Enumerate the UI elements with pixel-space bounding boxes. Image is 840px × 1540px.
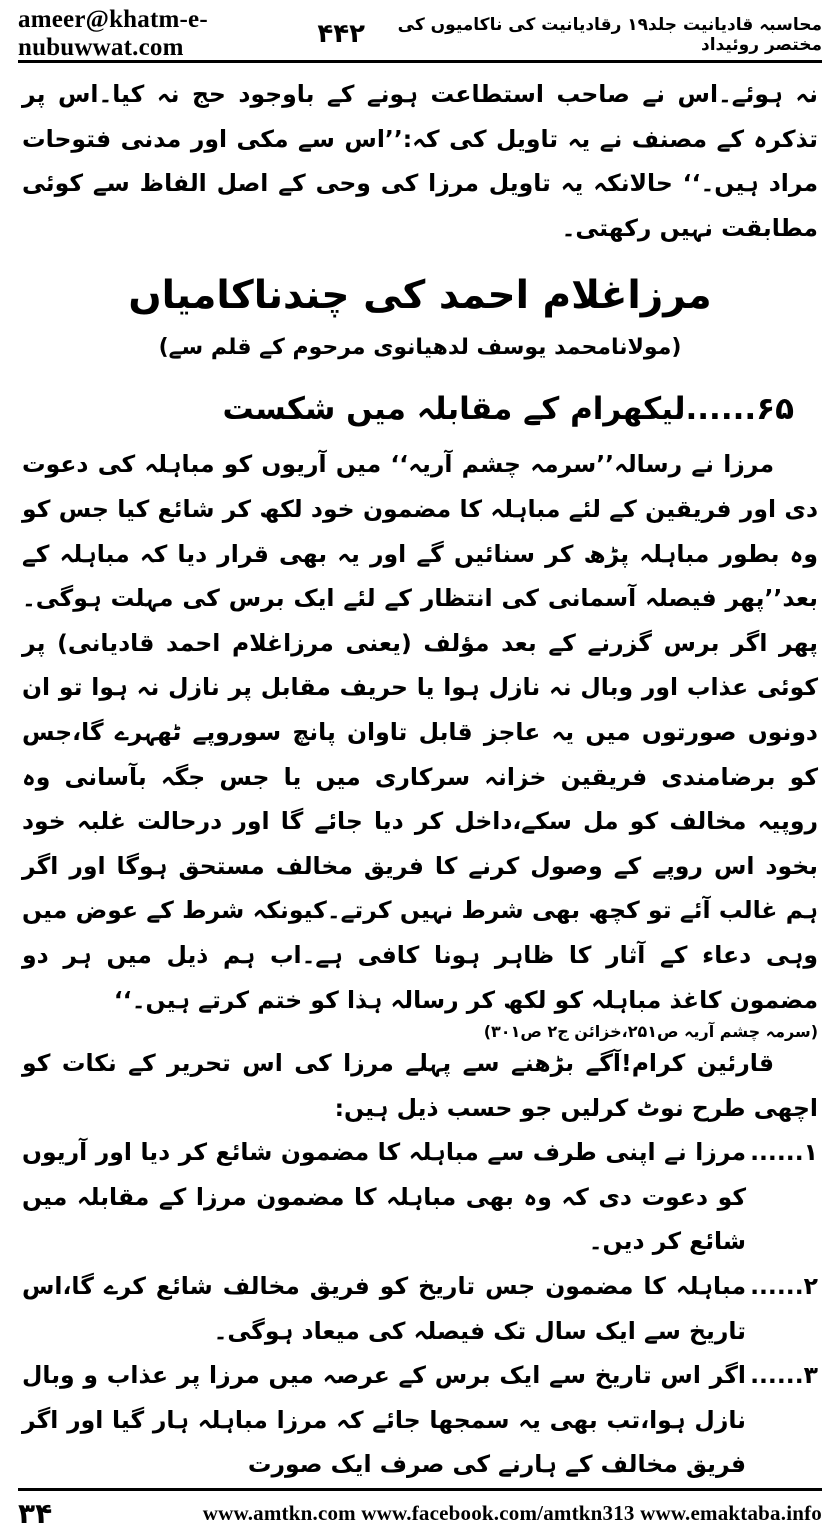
footer-page-number: ۳۴: [18, 1496, 53, 1530]
reference-citation: (سرمہ چشم آریہ ص۲۵۱،خزائن ج۲ ص۳۰۱): [483, 1022, 818, 1042]
list-item-number: ۱......: [750, 1138, 818, 1167]
list-item-text: مرزا نے اپنی طرف سے مباہلہ کا مضمون شائع کر دیا اور آریوں کو دعوت دی کہ وہ بھی مباہلہ کا مضمون مرزا کے مقابلہ میں شائع کر دیں۔: [22, 1138, 746, 1256]
header-right: [311, 14, 822, 55]
chapter-subtitle: (مولانامحمد یوسف لدھیانوی مرحوم کے قلم سے): [158, 335, 682, 361]
list-item-number: ۲......: [750, 1272, 818, 1301]
reference-row: [22, 1022, 818, 1041]
page-content: [22, 72, 818, 1487]
body-paragraph: مرزا نے رسالہ’’سرمہ چشم آریہ‘‘ میں آریوں کو مباہلہ کی دعوت دی اور فریقین کے لئے مباہلہ کا مضمون خود لکھ کر شائع کیا جس کو وہ بطور مباہلہ پڑھ کر سنائیں گے اور یہ بھی قرار دیا کہ مباہلہ کے بعد’’پھر فیصلہ آسمانی کی انتظار کے لئے ایک برس کی مہلت ہوگی۔پھر اگر برس گزرنے کے بعد مؤلف (یعنی مرزاغلام احمد قادیانی) پر کوئی عذاب اور وبال نہ نازل ہوا یا حریف مقابل پر نازل نہ ہوا تو ان دونوں صورتوں میں یہ عاجز قابل تاوان پانچ سوروپے ٹھہرے گا،جس کو برضامندی فریقین خزانہ سرکاری میں یا جس جگہ بآسانی وہ روپیہ مخالف کو مل سکے،داخل کر دیا جائے گا اور درحالت غلبہ خود بخود اس روپے کے وصول کرنے کا فریق مخالف مستحق ہوگا اور اگر ہم غالب آئے تو کچھ بھی شرط نہیں کرتے۔کیونکہ شرط کے عوض میں وہی دعاء کے آثار کا ظاہر ہونا کافی ہے۔اب ہم ذیل میں ہر دو مضمون کاغذ مباہلہ کو لکھ کر رسالہ ہذا کو ختم کرتے ہیں۔‘‘: [22, 450, 818, 1014]
page-number: ۴۴۲: [317, 19, 365, 49]
list-item-number: ۳......: [750, 1361, 818, 1390]
page-footer: [18, 1494, 822, 1532]
body-paragraph-2: قارئین کرام!آگے بڑھنے سے پہلے مرزا کی اس تحریر کے نکات کو اچھی طرح نوٹ کرلیں جو حسب ذیل ہیں:: [22, 1049, 818, 1122]
list-item-text: اگر اس تاریخ سے ایک برس کے عرصہ میں مرزا پر عذاب و وبال نازل ہوا،تب بھی یہ سمجھا جائے کہ مرزا مباہلہ ہار گیا اور اگر فریق مخالف کے ہارنے کی صرف ایک صورت: [22, 1361, 746, 1479]
header-rule: [18, 60, 822, 63]
footer-urls[interactable]: www.amtkn.com www.facebook.com/amtkn313 www.emaktaba.info: [202, 1500, 822, 1525]
page-header: [18, 6, 822, 61]
list-item: [22, 1353, 818, 1487]
footer-rule: [18, 1488, 822, 1491]
list-item: [22, 1130, 818, 1264]
intro-paragraph: نہ ہوئے۔اس نے صاحب استطاعت ہونے کے باوجود حج نہ کیا۔اس پر تذکرہ کے مصنف نے یہ تاویل کی کہ:’’اس سے مکی اور مدنی فتوحات مراد ہیں۔‘‘ حالانکہ یہ تاویل مرزا کی وحی کے اصل الفاظ سے کوئی مطابقت نہیں رکھتی۔: [22, 80, 818, 242]
list-item: [22, 1264, 818, 1353]
list-item-text: مباہلہ کا مضمون جس تاریخ کو فریق مخالف شائع کرے گا،اس تاریخ سے ایک سال تک فیصلہ کی میعاد ہوگی۔: [22, 1272, 746, 1345]
running-title: محاسبہ قادیانیت جلد۱۹ رقادیانیت کی ناکامیوں کی مختصر روئیداد: [397, 14, 822, 55]
chapter-title: مرزاغلام احمد کی چندناکامیاں: [128, 273, 712, 319]
header-email[interactable]: ameer@khatm-e-nubuwwat.com: [18, 6, 208, 61]
section-heading: ۶۵......لیکھرام کے مقابلہ میں شکست: [222, 391, 794, 428]
